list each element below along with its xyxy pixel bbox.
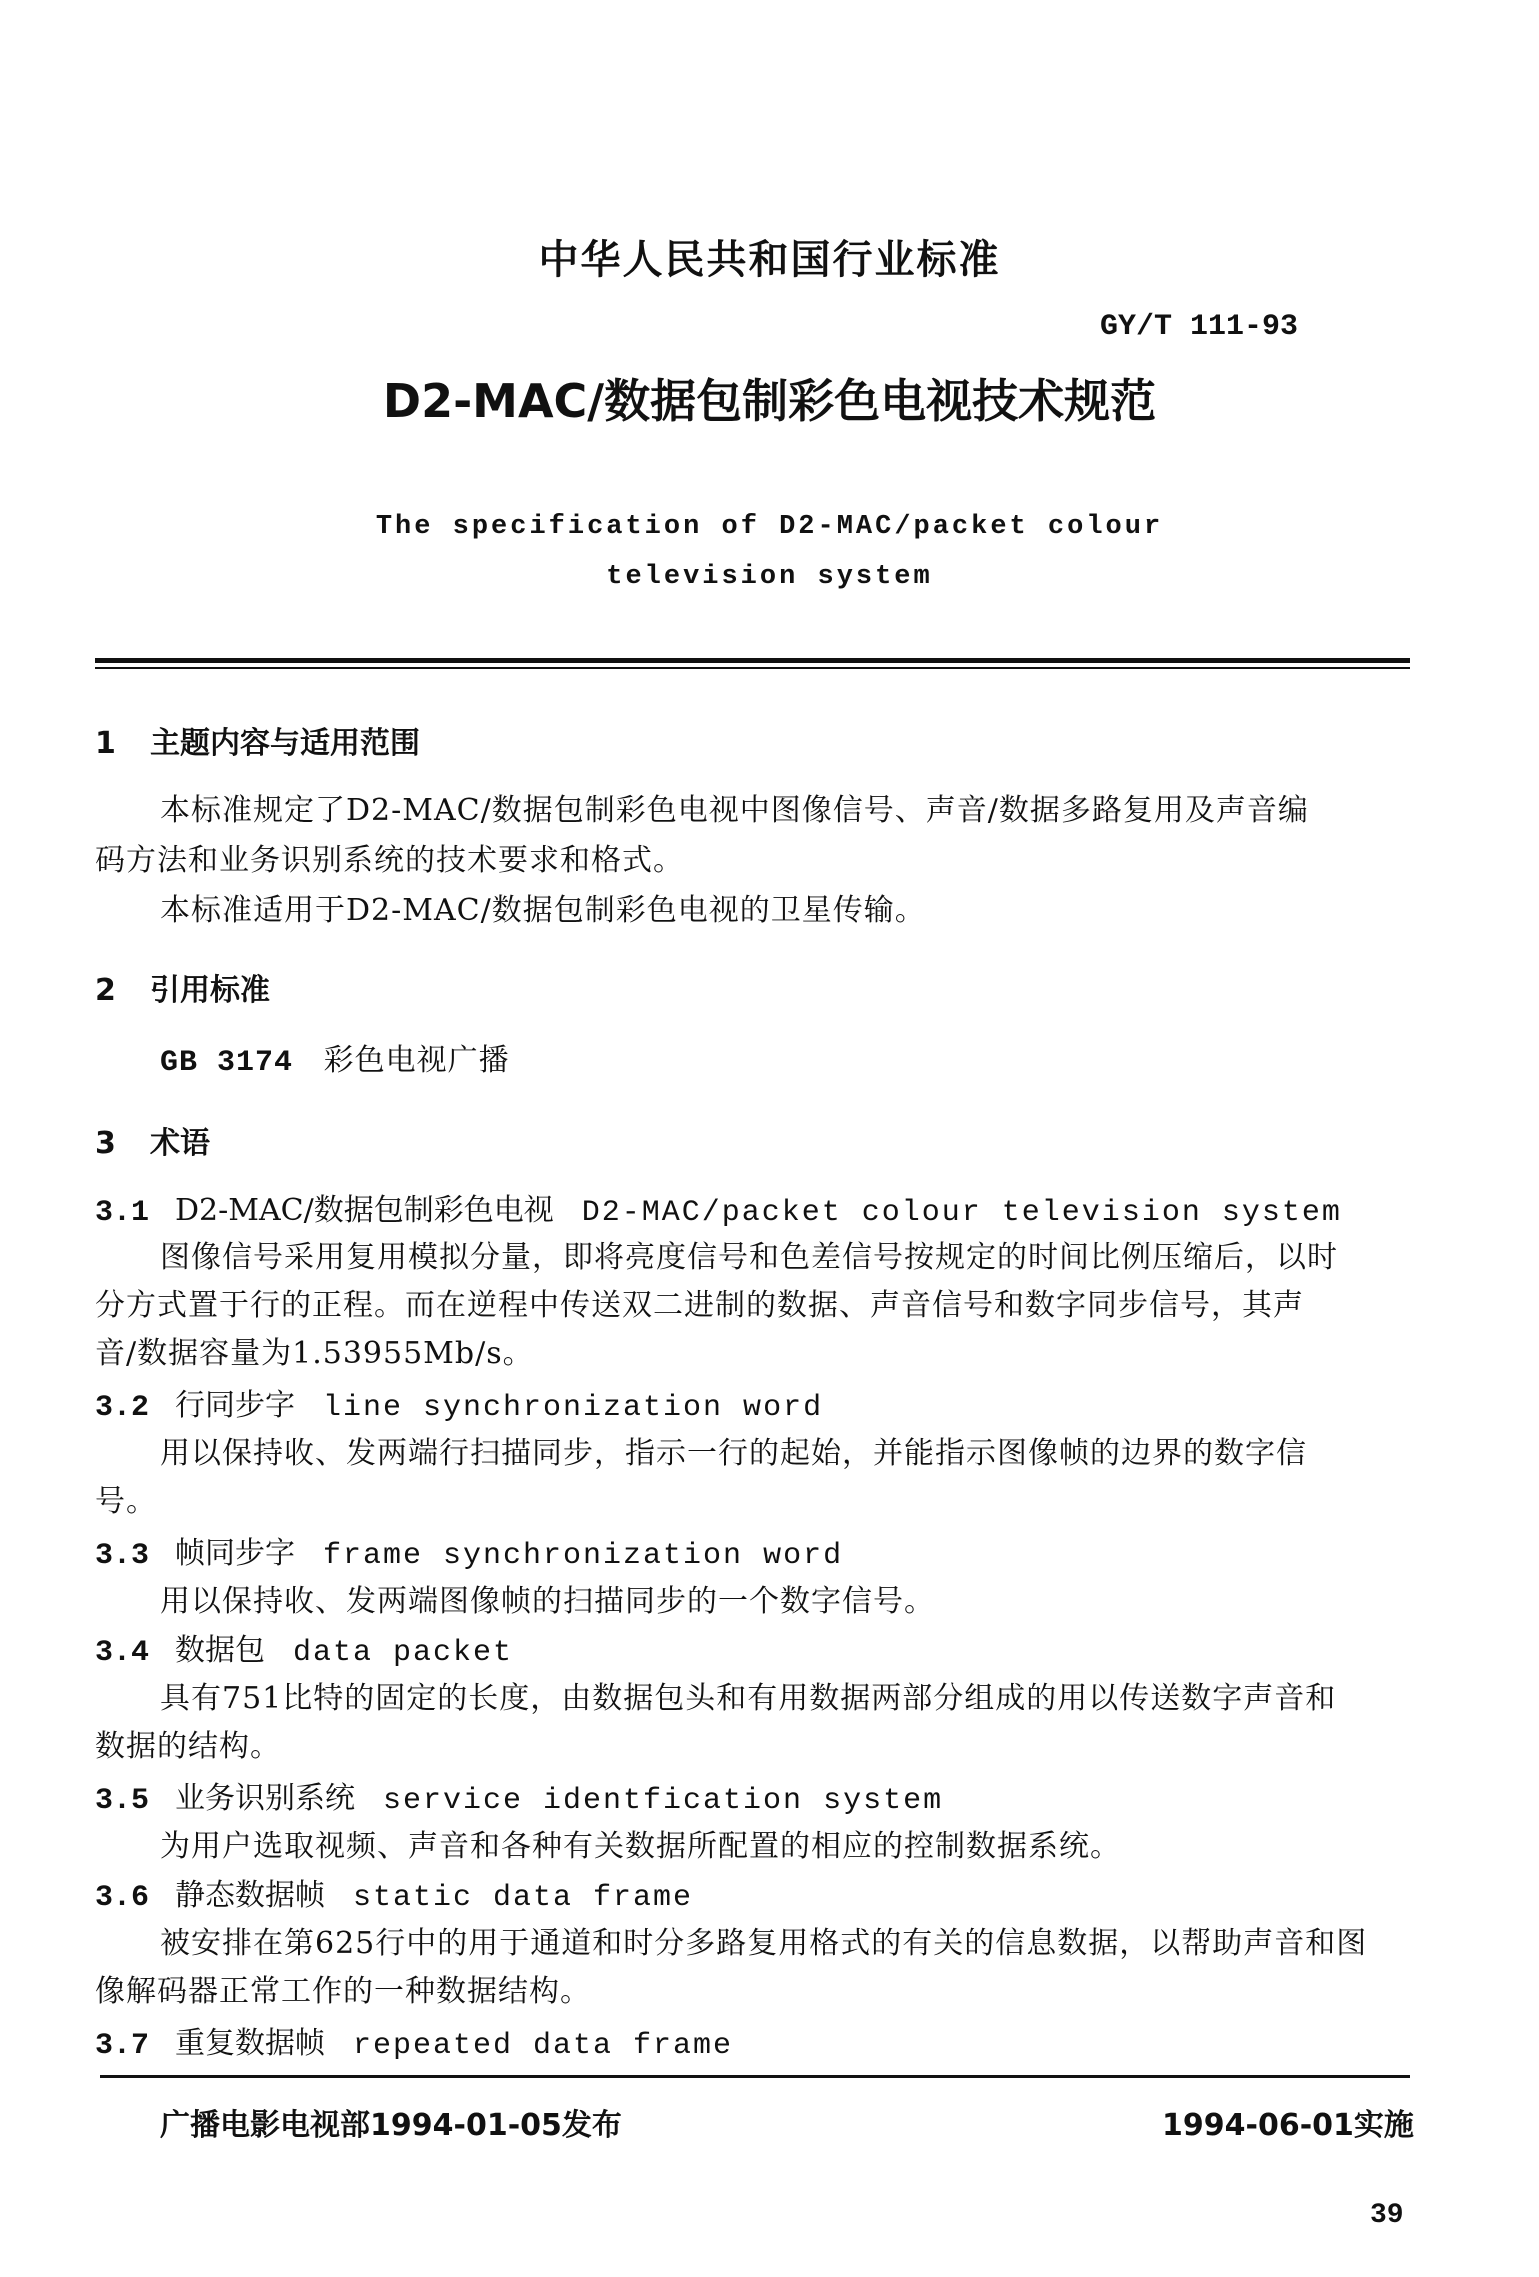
effective-date: 1994-06-01实施: [1162, 2108, 1414, 2143]
term-number: 3.2: [95, 1391, 150, 1425]
section-title: 术语: [150, 1126, 210, 1161]
term-english: line synchronization word: [323, 1391, 824, 1425]
term-chinese: D2-MAC/数据包制彩色电视: [175, 1193, 554, 1228]
section-number: 1: [95, 726, 116, 761]
term-3-2: [95, 1380, 823, 1425]
section-number: 3: [95, 1126, 116, 1161]
english-title-line2: television system: [606, 562, 933, 592]
issued-by-date: 广播电影电视部1994-01-05发布: [160, 2108, 622, 2143]
term-english: static data frame: [353, 1881, 694, 1915]
header-rule-thin: [95, 667, 1410, 669]
term-chinese: 业务识别系统: [175, 1781, 355, 1816]
term-3-3: [95, 1528, 843, 1573]
page-number: 39: [1370, 2200, 1404, 2231]
footer-rule: [100, 2075, 1410, 2078]
term-number: 3.3: [95, 1539, 150, 1573]
term-english: D2-MAC/packet colour television system: [581, 1196, 1342, 1230]
term-3-5-definition-line-1: 为用户选取视频、声音和各种有关数据所配置的相应的控制数据系统。: [160, 1829, 1121, 1864]
term-number: 3.5: [95, 1784, 150, 1818]
section-1-paragraph-1-line-1: 本标准规定了D2-MAC/数据包制彩色电视中图像信号、声音/数据多路复用及声音编: [160, 793, 1309, 828]
section-2-heading: [95, 965, 270, 1009]
term-number: 3.1: [95, 1196, 150, 1230]
term-number: 3.6: [95, 1881, 150, 1915]
term-3-1-definition-line-3: 音/数据容量为1.53955Mb/s。: [95, 1336, 534, 1371]
term-3-5: [95, 1773, 943, 1818]
term-number: 3.4: [95, 1636, 150, 1670]
section-title: 引用标准: [150, 973, 270, 1008]
section-3-heading: [95, 1118, 210, 1162]
term-3-1-definition-line-1: 图像信号采用复用模拟分量，即将亮度信号和色差信号按规定的时间比例压缩后，以时: [160, 1240, 1338, 1275]
section-number: 2: [95, 973, 116, 1008]
term-chinese: 数据包: [175, 1633, 265, 1668]
term-3-6-definition-line-1: 被安排在第625行中的用于通道和时分多路复用格式的有关的信息数据，以帮助声音和图: [160, 1926, 1368, 1961]
reference-title: 彩色电视广播: [323, 1043, 510, 1078]
term-chinese: 帧同步字: [175, 1536, 295, 1571]
term-3-3-definition-line-1: 用以保持收、发两端图像帧的扫描同步的一个数字信号。: [160, 1584, 935, 1619]
term-3-6: [95, 1870, 693, 1915]
standard-category-title: 中华人民共和国行业标准: [538, 237, 1001, 283]
term-3-2-definition-line-1: 用以保持收、发两端行扫描同步，指示一行的起始，并能指示图像帧的边界的数字信: [160, 1436, 1307, 1471]
reference-code: GB 3174: [160, 1046, 294, 1080]
standard-code: GY/T 111-93: [1100, 310, 1299, 344]
term-3-4: [95, 1625, 513, 1670]
section-1-heading: [95, 718, 420, 762]
term-number: 3.7: [95, 2029, 150, 2063]
term-3-4-definition-line-2: 数据的结构。: [95, 1729, 281, 1764]
section-1-paragraph-1-line-2: 码方法和业务识别系统的技术要求和格式。: [95, 843, 684, 878]
term-english: service identfication system: [383, 1784, 944, 1818]
term-3-1-definition-line-2: 分方式置于行的正程。而在逆程中传送双二进制的数据、声音信号和数字同步信号，其声: [95, 1288, 1304, 1323]
term-chinese: 重复数据帧: [175, 2026, 325, 2061]
reference-standard: [160, 1035, 510, 1080]
header-rule-thick: [95, 658, 1410, 663]
document-title: D2-MAC/数据包制彩色电视技术规范: [382, 374, 1157, 428]
english-title-line1: The specification of D2-MAC/packet colour: [375, 512, 1164, 542]
term-3-1: [95, 1185, 1342, 1230]
term-3-6-definition-line-2: 像解码器正常工作的一种数据结构。: [95, 1974, 591, 2009]
term-english: data packet: [293, 1636, 514, 1670]
term-english: repeated data frame: [353, 2029, 734, 2063]
section-title: 主题内容与适用范围: [150, 726, 420, 761]
term-english: frame synchronization word: [323, 1539, 844, 1573]
term-chinese: 行同步字: [175, 1388, 295, 1423]
term-chinese: 静态数据帧: [175, 1878, 325, 1913]
term-3-2-definition-line-2: 号。: [95, 1484, 157, 1519]
term-3-4-definition-line-1: 具有751比特的固定的长度，由数据包头和有用数据两部分组成的用以传送数字声音和: [160, 1681, 1337, 1716]
term-3-7: [95, 2018, 733, 2063]
section-1-paragraph-2: 本标准适用于D2-MAC/数据包制彩色电视的卫星传输。: [160, 893, 926, 928]
